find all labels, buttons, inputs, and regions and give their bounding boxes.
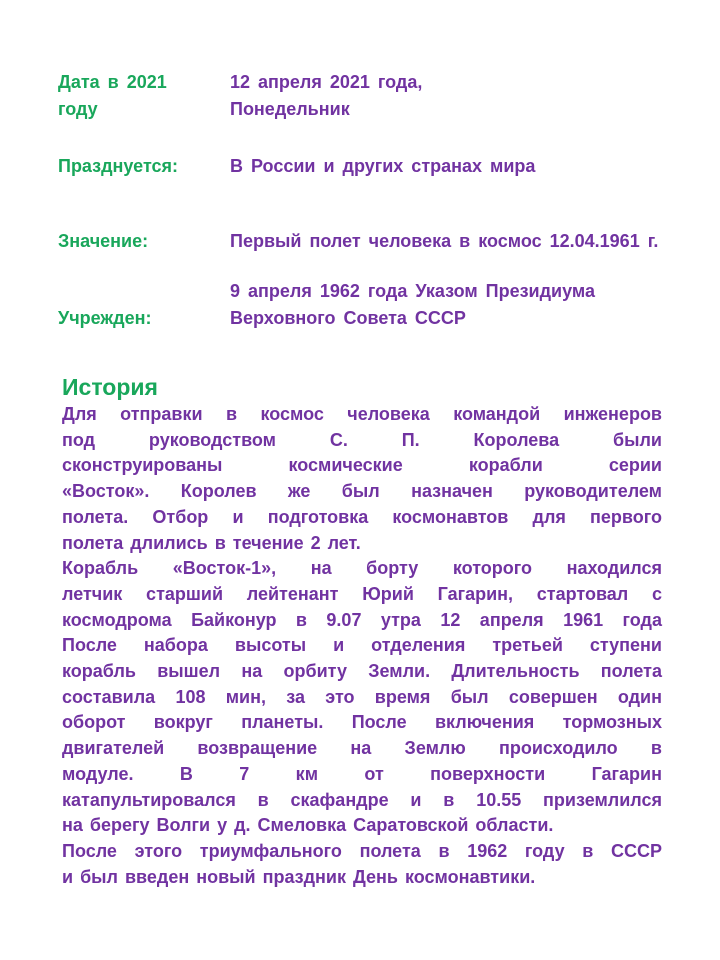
history-text-line: оборот вокруг планеты. После включения тормозных	[62, 712, 662, 733]
history-text-line: полета длились в течение 2 лет.	[62, 532, 361, 553]
history-paragraph-2	[62, 556, 662, 839]
info-value-established	[230, 278, 700, 332]
history-text-line: корабль вышел на орбиту Земли. Длительность полета	[62, 661, 662, 682]
info-label-line: Дата в 2021	[58, 72, 167, 92]
info-label-date	[58, 69, 230, 123]
history-text-line: и был введен новый праздник День космонавтики.	[62, 866, 536, 887]
history-text-line: летчик старший лейтенант Юрий Гагарин, стартовал с	[62, 583, 662, 604]
info-value-line: 12 апреля 2021 года,	[230, 72, 423, 92]
info-value-line: В России и других странах мира	[230, 156, 536, 176]
history-text-line: Для отправки в космос человека командой инженеров	[62, 404, 662, 424]
history-text-line: двигателей возвращение на Землю происходило в	[62, 738, 662, 759]
history-text-line: космодрома Байконур в 9.07 утра 12 апреля 1961 года	[62, 609, 662, 630]
history-text-line: После набора высоты и отделения третьей ступени	[62, 635, 662, 656]
info-label-line: Празднуется:	[58, 156, 179, 176]
history-text-line: полета. Отбор и подготовка космонавтов для первого	[62, 506, 662, 527]
history-text-line: После этого триумфального полета в 1962 году в СССР	[62, 840, 662, 861]
info-value-celebrated	[230, 153, 700, 180]
info-value-line: Верховного Совета СССР	[230, 308, 466, 328]
history-text-line: катапультировался в скафандре и в 10.55 приземлился	[62, 789, 662, 810]
info-row-celebrated	[58, 153, 700, 180]
info-value-line: Понедельник	[230, 99, 350, 119]
info-label-line: Значение:	[58, 231, 149, 251]
info-table	[0, 0, 720, 332]
info-label-meaning	[58, 228, 230, 255]
history-text-line: под руководством С. П. Королева были	[62, 429, 662, 450]
info-label-line: Учрежден:	[58, 308, 152, 328]
history-text-line: «Восток». Королев же был назначен руководителем	[62, 481, 662, 502]
info-value-meaning	[230, 228, 700, 255]
history-section	[62, 372, 662, 890]
history-text-line: сконструированы космические корабли серии	[62, 455, 662, 476]
history-text-line: на берегу Волги у д. Смеловка Саратовской области.	[62, 815, 554, 836]
info-row-established	[58, 278, 700, 332]
info-row-meaning	[58, 228, 700, 255]
info-label-celebrated	[58, 153, 230, 180]
info-value-date	[230, 69, 700, 123]
history-paragraph-1	[62, 402, 662, 556]
info-row-date	[58, 69, 700, 123]
info-label-established	[58, 305, 230, 332]
history-text-line: модуле. В 7 км от поверхности Гагарин	[62, 763, 662, 784]
history-text-line: составила 108 мин, за это время был совершен один	[62, 686, 662, 707]
info-label-line: году	[58, 99, 98, 119]
history-paragraph-3	[62, 839, 662, 890]
history-text-line: Корабль «Восток-1», на борту которого находился	[62, 558, 662, 579]
history-title: История	[62, 374, 158, 400]
info-value-line: Первый полет человека в космос 12.04.1961 г.	[230, 231, 659, 251]
info-value-line: 9 апреля 1962 года Указом Президиума	[230, 281, 595, 301]
